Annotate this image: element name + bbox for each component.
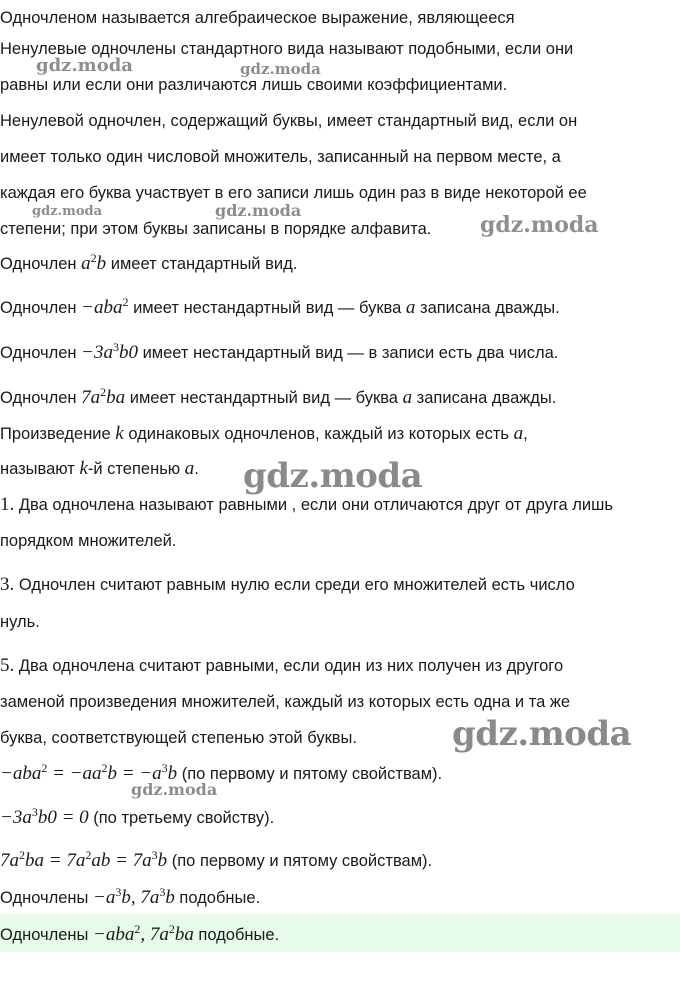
math-formula: a xyxy=(184,458,195,479)
math-formula: $-a^3b$, $7a^3b$ xyxy=(93,885,175,908)
text: Одночлен xyxy=(0,255,77,273)
text: подобные. xyxy=(179,889,261,907)
text: Одночлен xyxy=(0,344,77,362)
list-number: 5. xyxy=(0,655,15,676)
text-line: порядком множителей. xyxy=(0,532,177,550)
watermark: gdz.moda xyxy=(215,201,302,220)
text-line: Ненулевой одночлен, содержащий буквы, имеет стандартный вид, если он xyxy=(0,112,578,130)
math-formula: $-3a^3b0$ xyxy=(81,340,138,363)
text: записана дважды. xyxy=(420,299,560,317)
text: Одночлены xyxy=(0,889,89,907)
text: называют xyxy=(0,460,75,478)
text-line xyxy=(0,574,575,596)
text: подобные. xyxy=(198,926,280,944)
text: имеет нестандартный вид — буква xyxy=(129,389,398,407)
text-line xyxy=(0,494,613,516)
list-number: 3. xyxy=(0,574,15,595)
watermark: gdz.moda xyxy=(240,60,321,78)
text-line xyxy=(0,763,442,785)
text: имеет стандартный вид. xyxy=(110,255,298,273)
math-formula: $7a^2ba$ xyxy=(81,385,126,408)
math-formula: a xyxy=(405,297,416,318)
text: . xyxy=(194,460,199,478)
math-formula: −aba$^2$, $7a^2ba$ xyxy=(93,922,194,945)
text: одинаковых одночленов, каждый из которых есть xyxy=(128,425,509,443)
watermark: gdz.moda xyxy=(131,780,218,799)
text-line: равны или если они различаются лишь своими коэффициентами. xyxy=(0,76,508,94)
text-line: Ненулевые одночлены стандартного вида называют подобными, если они xyxy=(0,40,574,58)
text: Произведение xyxy=(0,425,111,443)
text-line xyxy=(0,297,560,319)
text-line xyxy=(0,458,199,480)
text-line xyxy=(0,655,563,677)
math-formula: −aba$^2$ xyxy=(81,295,129,318)
math-formula: k xyxy=(115,423,124,444)
text-line xyxy=(0,887,260,909)
watermark: gdz.moda xyxy=(480,212,599,238)
math-formula: $7a^2ba = 7a^2ab = 7a^3b$ xyxy=(0,848,168,871)
watermark: gdz.moda xyxy=(36,55,133,76)
text-line: нуль. xyxy=(0,613,40,631)
text: (по первому и пятому свойствам). xyxy=(181,765,443,783)
text-line: буква, соответствующей степенью этой буквы. xyxy=(0,729,357,747)
answer-line xyxy=(0,924,279,946)
text-line: степени; при этом буквы записаны в порядке алфавита. xyxy=(0,220,432,238)
text-line xyxy=(0,423,528,445)
watermark: gdz.moda xyxy=(243,456,423,496)
watermark: gdz.moda xyxy=(32,204,103,219)
text-line: имеет только один числовой множитель, записанный на первом месте, а xyxy=(0,148,561,166)
math-formula: a xyxy=(402,387,413,408)
text: Одночлен xyxy=(0,389,77,407)
text-line xyxy=(0,253,297,275)
text-line: каждая его буква участвует в его записи лишь один раз в виде некоторой ее xyxy=(0,184,587,202)
math-formula: k xyxy=(79,458,88,479)
math-formula: $-aba^2 = -aa^2b = -a^3b$ xyxy=(0,761,178,784)
text-line: Одночленом называется алгебраическое выражение, являющееся xyxy=(0,9,515,27)
text-line xyxy=(0,342,558,364)
text-line xyxy=(0,387,556,409)
text: записана дважды. xyxy=(416,389,557,407)
math-formula: $-3a^3b0 = 0$ xyxy=(0,805,89,828)
text-line: заменой произведения множителей, каждый из которых есть одна и та же xyxy=(0,693,571,711)
text: Два одночлена называют равными , если они отличаются друг от друга лишь xyxy=(18,496,613,514)
text: -й степенью xyxy=(87,460,181,478)
text: , xyxy=(523,425,528,443)
math-formula: $a^2b$ xyxy=(81,251,107,274)
text: имеет нестандартный вид — буква xyxy=(133,299,402,317)
text: Одночлен считают равным нулю если среди его множителей есть число xyxy=(18,576,575,594)
watermark: gdz.moda xyxy=(452,714,632,754)
text: Одночлен xyxy=(0,299,77,317)
text-line xyxy=(0,807,274,829)
text: Два одночлена считают равными, если один из них получен из другого xyxy=(18,657,564,675)
text: имеет нестандартный вид — в записи есть два числа. xyxy=(142,344,559,362)
text: (по первому и пятому свойствам). xyxy=(171,852,433,870)
list-number: 1. xyxy=(0,494,15,515)
text: (по третьему свойству). xyxy=(93,809,275,827)
text: Одночлены xyxy=(0,926,89,944)
math-formula: a xyxy=(513,423,524,444)
text-line xyxy=(0,850,432,872)
